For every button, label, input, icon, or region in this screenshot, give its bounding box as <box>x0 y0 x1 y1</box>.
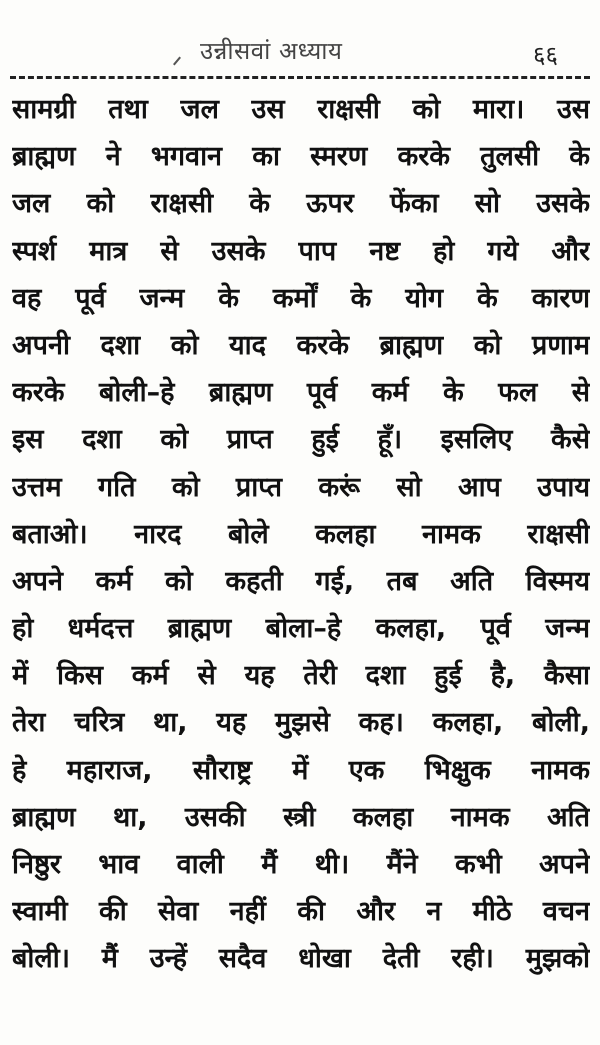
text-line: ब्राह्मण था, उसकी स्त्री कलहा नामक अति <box>12 801 590 833</box>
text-line: इस दशा को प्राप्त हुई हूँ। इसलिए कैसे <box>12 424 590 456</box>
text-line: जल को राक्षसी के ऊपर फेंका सो उसके <box>12 188 590 220</box>
text-line: निष्ठुर भाव वाली मैं थी। मैंने कभी अपने <box>12 849 590 880</box>
text-line: बताओ। नारद बोले कलहा नामक राक्षसी <box>12 518 590 550</box>
text-line: वह पूर्व जन्म के कर्मों के योग के कारण <box>12 282 590 314</box>
text-line: बोली। मैं उन्हें सदैव धोखा देती रही। मुझको <box>12 943 590 975</box>
text-line: तेरा चरित्र था, यह मुझसे कह। कलहा, बोली, <box>12 707 590 739</box>
text-line: सामग्री तथा जल उस राक्षसी को मारा। उस <box>12 94 590 125</box>
page-number: ६६ <box>533 41 558 69</box>
text-line: अपनी दशा को याद करके ब्राह्मण को प्रणाम <box>12 329 590 361</box>
body-text <box>12 86 590 983</box>
stray-mark <box>173 57 181 66</box>
text-line: उत्तम गति को प्राप्त करूं सो आप उपाय <box>12 471 590 503</box>
text-line: स्वामी की सेवा नहीं की और न मीठे वचन <box>12 896 590 928</box>
header-divider <box>10 76 590 79</box>
text-line: हे महाराज, सौराष्ट्र में एक भिक्षुक नामक <box>12 754 590 786</box>
text-line: में किस कर्म से यह तेरी दशा हुई है, कैसा <box>12 660 590 692</box>
chapter-title: उन्नीसवां अध्याय <box>200 37 343 65</box>
text-line: करके बोली–हे ब्राह्मण पूर्व कर्म के फल से <box>12 377 590 409</box>
text-line: स्पर्श मात्र से उसके पाप नष्ट हो गये और <box>12 235 590 267</box>
page-header <box>0 30 600 70</box>
text-line: हो धर्मदत्त ब्राह्मण बोला–हे कलहा, पूर्व जन्म <box>12 613 590 645</box>
text-line: अपने कर्म को कहती गई, तब अति विस्मय <box>12 565 590 597</box>
text-line: ब्राह्मण ने भगवान का स्मरण करके तुलसी के <box>12 141 590 173</box>
